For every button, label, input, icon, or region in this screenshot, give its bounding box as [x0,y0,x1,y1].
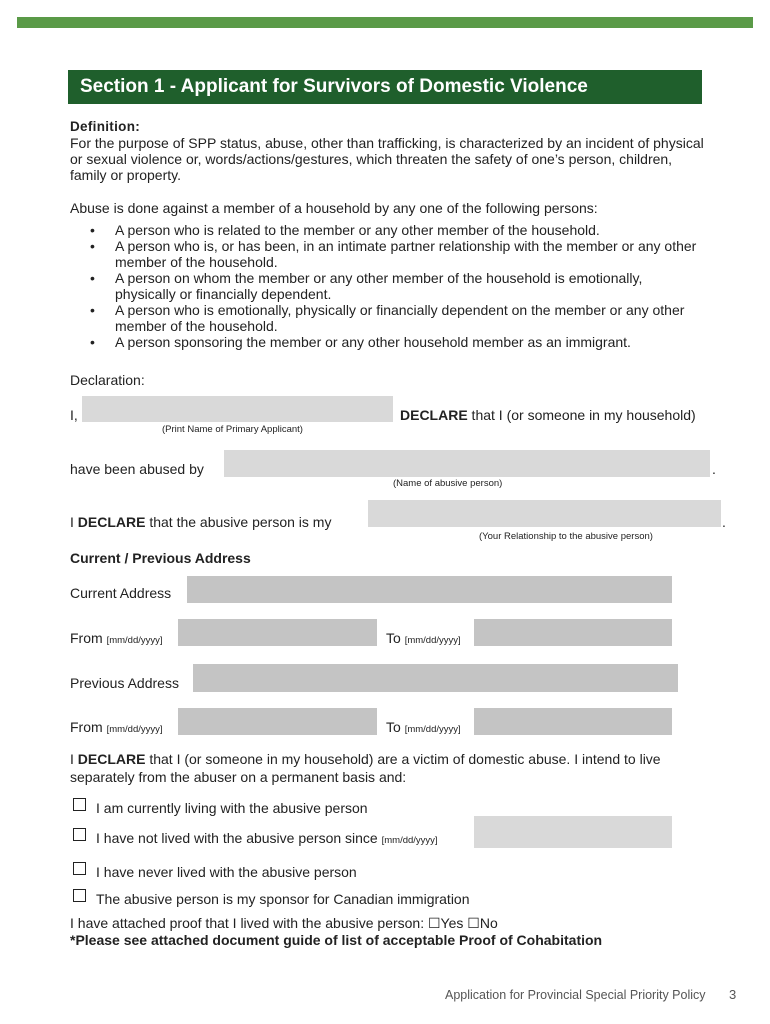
top-accent-bar [17,17,753,28]
definition-title: Definition: [70,119,141,134]
abuse-intro: Abuse is done against a member of a household by any one of the following persons: [70,200,598,216]
list-item: • A person sponsoring the member or any other household member as an immigrant. [90,334,631,350]
option-label: I have not lived with the abusive person since [mm/dd/yyyy] [96,830,438,846]
bullet-icon: • [90,334,95,350]
applicant-name-hint: (Print Name of Primary Applicant) [162,424,303,435]
relationship-hint: (Your Relationship to the abusive person) [479,531,653,542]
previous-from-date-field[interactable] [178,708,377,735]
list-item: • A person who is related to the member or any other member of the household. [90,222,600,238]
period: . [722,514,726,530]
i-label: I, [70,407,78,423]
abused-by-label: have been abused by [70,461,204,477]
definition-body: For the purpose of SPP status, abuse, other than trafficking, is characterized by an incident of physical or sexual violence or, words/actions/gestures, which threaten the safety of one’s person, children, family or property. [70,135,704,183]
current-from-date-field[interactable] [178,619,377,646]
previous-address-field[interactable] [193,664,678,692]
declaration-label: Declaration: [70,372,145,388]
current-to-date-field[interactable] [474,619,672,646]
previous-address-label: Previous Address [70,675,179,691]
sponsor-checkbox[interactable] [73,889,86,902]
current-address-field[interactable] [187,576,672,603]
never-lived-checkbox[interactable] [73,862,86,875]
proof-note: *Please see attached document guide of list of acceptable Proof of Cohabitation [70,932,603,948]
bullet-icon: • [90,270,95,286]
relationship-statement: I DECLARE that the abusive person is my [70,514,332,530]
abuser-list [90,222,700,350]
victim-declaration: I DECLARE that I (or someone in my household) are a victim of domestic abuse. I intend to live separately from the abuser on a permanent basis and: [70,751,661,785]
footer-text: Application for Provincial Special Priority Policy [445,988,706,1002]
proof-no-checkbox[interactable]: ☐No [467,915,498,931]
to-label: To [mm/dd/yyyy] [386,719,461,735]
abusive-person-name-field[interactable] [224,450,710,477]
bullet-icon: • [90,238,95,254]
option-label: I have never lived with the abusive person [96,864,357,880]
list-item: • A person on whom the member or any other member of the household is emotionally, physically or financially dependent. [90,270,643,302]
proof-yes-checkbox[interactable]: ☐Yes [428,915,464,931]
not-lived-since-checkbox[interactable] [73,828,86,841]
abusive-person-name-hint: (Name of abusive person) [393,478,503,489]
from-label: From [mm/dd/yyyy] [70,630,163,646]
to-label: To [mm/dd/yyyy] [386,630,461,646]
currently-living-checkbox[interactable] [73,798,86,811]
bullet-icon: • [90,302,95,318]
bullet-icon: • [90,222,95,238]
not-lived-since-date-field[interactable] [474,816,672,848]
relationship-field[interactable] [368,500,721,527]
section-header: Section 1 - Applicant for Survivors of Domestic Violence [68,70,702,104]
address-heading: Current / Previous Address [70,550,251,566]
from-label: From [mm/dd/yyyy] [70,719,163,735]
list-item: • A person who is emotionally, physically or financially dependent on the member or any other member of the household. [90,302,685,334]
option-label: The abusive person is my sponsor for Canadian immigration [96,891,470,907]
applicant-name-field[interactable] [82,396,393,422]
period: . [712,461,716,477]
proof-question: I have attached proof that I lived with the abusive person: ☐Yes ☐No [70,915,498,931]
declare-statement: DECLARE that I (or someone in my household) [400,407,696,423]
page-number: 3 [729,987,737,1002]
option-label: I am currently living with the abusive person [96,800,368,816]
current-address-label: Current Address [70,585,172,601]
previous-to-date-field[interactable] [474,708,672,735]
list-item: • A person who is, or has been, in an intimate partner relationship with the member or any other member of the household. [90,238,697,270]
